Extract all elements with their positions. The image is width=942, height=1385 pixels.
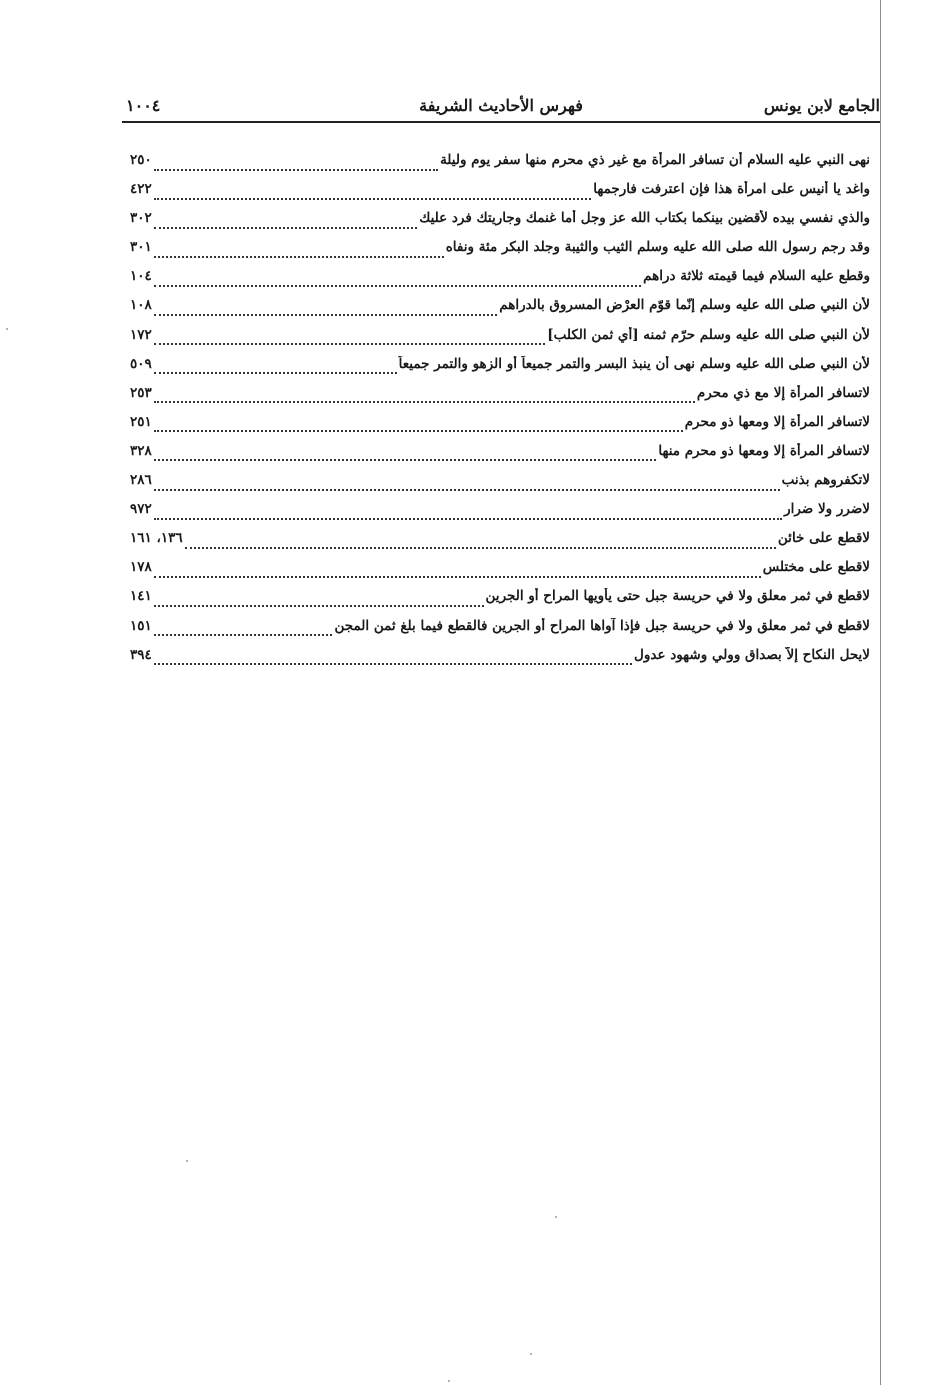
dot-leader bbox=[154, 401, 695, 403]
dot-leader bbox=[154, 372, 397, 374]
scan-speck bbox=[186, 1160, 188, 1162]
page-reference: ١٤١ bbox=[130, 588, 152, 605]
hadith-text: والذي نفسي بيده لأقضين بينكما بكتاب الله عز وجل أما غنمك وجاريتك فرد عليك bbox=[419, 210, 870, 227]
scan-speck bbox=[555, 1216, 557, 1218]
running-book-title: الجامع لابن يونس bbox=[763, 96, 880, 115]
index-entry bbox=[122, 530, 870, 559]
index-entry bbox=[122, 501, 870, 530]
page-reference: ٣٢٨ bbox=[130, 442, 152, 459]
page-reference: ١٣٦، ١٦١ bbox=[130, 530, 183, 547]
index-entry bbox=[122, 297, 870, 326]
hadith-text: لاقطع في ثمر معلق ولا في حريسة جبل حتى يأويها المراح أو الجرين bbox=[485, 588, 870, 605]
hadith-text: لأن النبي صلى الله عليه وسلم إنّما قوّم العرْض المسروق بالدراهم bbox=[499, 297, 870, 314]
dot-leader bbox=[154, 430, 683, 432]
page-reference: ٢٨٦ bbox=[130, 472, 152, 489]
dot-leader bbox=[185, 547, 776, 549]
page-reference: ١٧٢ bbox=[130, 326, 152, 343]
hadith-text: لاتكفروهم بذنب bbox=[781, 472, 870, 489]
index-entry bbox=[122, 181, 870, 210]
index-entry bbox=[122, 559, 870, 588]
index-entry bbox=[122, 414, 870, 443]
dot-leader bbox=[154, 256, 444, 258]
page-reference: ٢٥١ bbox=[130, 413, 152, 430]
scan-speck bbox=[6, 328, 8, 330]
page-reference: ١٥١ bbox=[130, 617, 152, 634]
hadith-text: لاقطع على مختلس bbox=[762, 559, 870, 576]
dot-leader bbox=[154, 663, 632, 665]
page-reference: ١٠٤ bbox=[130, 268, 152, 285]
index-entry bbox=[122, 327, 870, 356]
index-entry bbox=[122, 618, 870, 647]
page-reference: ٤٢٢ bbox=[130, 181, 152, 198]
dot-leader bbox=[154, 198, 591, 200]
index-entry bbox=[122, 210, 870, 239]
index-entry bbox=[122, 647, 870, 676]
page-reference: ٣٩٤ bbox=[130, 646, 152, 663]
dot-leader bbox=[154, 634, 333, 636]
page-reference: ٢٥٣ bbox=[130, 384, 152, 401]
page-header bbox=[122, 92, 880, 120]
page-reference: ٣٠١ bbox=[130, 239, 152, 256]
hadith-text: وقد رجم رسول الله صلى الله عليه وسلم الثيب والثيبة وجلد البكر مئة ونفاه bbox=[445, 239, 870, 256]
hadith-text: وقطع عليه السلام فيما قيمته ثلاثة دراهم bbox=[643, 268, 870, 285]
scan-page-edge bbox=[880, 0, 881, 1385]
page-reference: ٣٠٢ bbox=[130, 210, 152, 227]
page-reference: ٥٠٩ bbox=[130, 355, 152, 372]
page-reference: ٢٥٠ bbox=[130, 152, 152, 168]
header-rule bbox=[122, 121, 880, 123]
hadith-text: لاقطع على خائن bbox=[777, 530, 870, 547]
hadith-text: واغد يا أنيس على امرأة هذا فإن اعترفت فارجمها bbox=[593, 181, 870, 198]
hadith-text: لاقطع في ثمر معلق ولا في حريسة جبل فإذا آواها المراح أو الجرين فالقطع فيما بلغ ثمن المجن bbox=[334, 617, 870, 634]
hadith-text: لايحل النكاح إلاّ بصداق وولي وشهود عدول bbox=[634, 646, 870, 663]
index-entry bbox=[122, 443, 870, 472]
index-entry bbox=[122, 385, 870, 414]
hadith-text: لأن النبي صلى الله عليه وسلم حرّم ثمنه [أي ثمن الكلب] bbox=[547, 326, 870, 343]
index-entry bbox=[122, 356, 870, 385]
index-entry bbox=[122, 268, 870, 297]
dot-leader bbox=[154, 227, 417, 229]
page-number: ١٠٠٤ bbox=[126, 96, 161, 115]
dot-leader bbox=[154, 605, 484, 607]
dot-leader bbox=[154, 343, 545, 345]
dot-leader bbox=[154, 518, 782, 520]
hadith-text: لاضرر ولا ضرار bbox=[784, 501, 870, 518]
scan-speck bbox=[448, 1380, 450, 1382]
index-entry bbox=[122, 588, 870, 617]
dot-leader bbox=[154, 459, 657, 461]
index-entry bbox=[122, 472, 870, 501]
hadith-index-list bbox=[122, 152, 870, 676]
dot-leader bbox=[154, 314, 498, 316]
running-index-title: فهرس الأحاديث الشريفة bbox=[419, 96, 583, 115]
page-reference: ٩٧٢ bbox=[130, 501, 152, 518]
hadith-text: لأن النبي صلى الله عليه وسلم نهى أن ينبذ البسر والتمر جميعاً أو الزهو والتمر جميعاً bbox=[398, 355, 870, 372]
page-reference: ١٧٨ bbox=[130, 559, 152, 576]
hadith-text: لاتسافر المرأة إلا ومعها ذو محرم منها bbox=[658, 442, 870, 459]
dot-leader bbox=[154, 285, 641, 287]
dot-leader bbox=[154, 169, 438, 171]
hadith-text: لاتسافر المرأة إلا ومعها ذو محرم bbox=[684, 413, 870, 430]
index-entry bbox=[122, 152, 870, 181]
index-entry bbox=[122, 239, 870, 268]
dot-leader bbox=[154, 489, 780, 491]
hadith-text: نهى النبي عليه السلام أن تسافر المرأة مع غير ذي محرم منها سفر يوم وليلة bbox=[440, 152, 870, 168]
page-reference: ١٠٨ bbox=[130, 297, 152, 314]
scan-speck bbox=[530, 1353, 532, 1355]
dot-leader bbox=[154, 576, 761, 578]
hadith-text: لاتسافر المرأة إلا مع ذي محرم bbox=[696, 384, 870, 401]
